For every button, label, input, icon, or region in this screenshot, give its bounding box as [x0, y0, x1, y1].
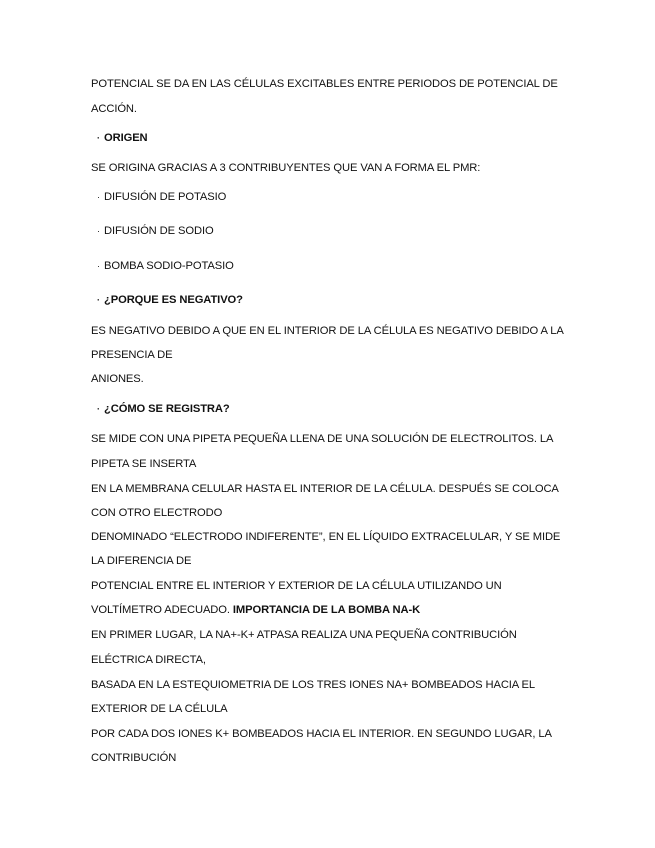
- bullet-point-icon: ·: [97, 133, 100, 143]
- bullet-heading-registra: [97, 402, 230, 416]
- bullet-item-text: DIFUSIÓN DE POTASIO: [104, 191, 227, 203]
- paragraph-line: POTENCIAL ENTRE EL INTERIOR Y EXTERIOR DE LA CÉLULA UTILIZANDO UN: [91, 580, 502, 592]
- paragraph-line: PIPETA SE INSERTA: [91, 458, 197, 470]
- paragraph-line: POTENCIAL SE DA EN LAS CÉLULAS EXCITABLES ENTRE PERIODOS DE POTENCIAL DE: [91, 78, 558, 90]
- paragraph-line: CON OTRO ELECTRODO: [91, 507, 223, 519]
- paragraph-text: VOLTÍMETRO ADECUADO.: [91, 604, 230, 616]
- paragraph-line: LA DIFERENCIA DE: [91, 555, 192, 567]
- bullet-item-text: BOMBA SODIO-POTASIO: [104, 260, 234, 272]
- paragraph-line-with-heading: [91, 603, 420, 617]
- bullet-heading-origen: [97, 131, 148, 145]
- bullet-heading-text: ¿CÓMO SE REGISTRA?: [104, 403, 230, 415]
- bullet-point-icon: ·: [97, 404, 100, 414]
- paragraph-line: ACCIÓN.: [91, 103, 137, 115]
- bullet-point-icon: ·: [97, 261, 100, 271]
- paragraph-line: ELÉCTRICA DIRECTA,: [91, 654, 206, 666]
- paragraph-line: ANIONES.: [91, 373, 144, 385]
- paragraph-line: PRESENCIA DE: [91, 349, 173, 361]
- paragraph-line: CONTRIBUCIÓN: [91, 752, 177, 764]
- bullet-item-text: DIFUSIÓN DE SODIO: [104, 225, 214, 237]
- bullet-point-icon: ·: [97, 192, 100, 202]
- paragraph-line: SE MIDE CON UNA PIPETA PEQUEÑA LLENA DE UNA SOLUCIÓN DE ELECTROLITOS. LA: [91, 433, 554, 445]
- paragraph-line: DENOMINADO “ELECTRODO INDIFERENTE”, EN EL LÍQUIDO EXTRACELULAR, Y SE MIDE: [91, 531, 561, 543]
- bullet-heading-text: ¿PORQUE ES NEGATIVO?: [104, 294, 243, 306]
- bullet-point-icon: ·: [97, 226, 100, 236]
- bullet-item: [97, 224, 214, 238]
- bullet-item: [97, 190, 226, 204]
- paragraph-line: BASADA EN LA ESTEQUIOMETRIA DE LOS TRES IONES NA+ BOMBEADOS HACIA EL: [91, 679, 536, 691]
- bullet-heading-negativo: [97, 293, 243, 307]
- bullet-item: [97, 259, 234, 273]
- paragraph-line: ES NEGATIVO DEBIDO A QUE EN EL INTERIOR DE LA CÉLULA ES NEGATIVO DEBIDO A LA: [91, 325, 564, 337]
- paragraph-line: EXTERIOR DE LA CÉLULA: [91, 703, 228, 715]
- bullet-heading-text: ORIGEN: [104, 132, 148, 144]
- inline-heading-importancia: IMPORTANCIA DE LA BOMBA NA-K: [232, 604, 421, 616]
- paragraph-line: EN PRIMER LUGAR, LA NA+-K+ ATPASA REALIZA UNA PEQUEÑA CONTRIBUCIÓN: [91, 629, 517, 641]
- bullet-point-icon: ·: [97, 295, 100, 305]
- paragraph-line: POR CADA DOS IONES K+ BOMBEADOS HACIA EL INTERIOR. EN SEGUNDO LUGAR, LA: [91, 728, 552, 740]
- paragraph-line: EN LA MEMBRANA CELULAR HASTA EL INTERIOR DE LA CÉLULA. DESPUÉS SE COLOCA: [91, 483, 559, 495]
- paragraph-line: SE ORIGINA GRACIAS A 3 CONTRIBUYENTES QUE VAN A FORMA EL PMR:: [91, 162, 481, 174]
